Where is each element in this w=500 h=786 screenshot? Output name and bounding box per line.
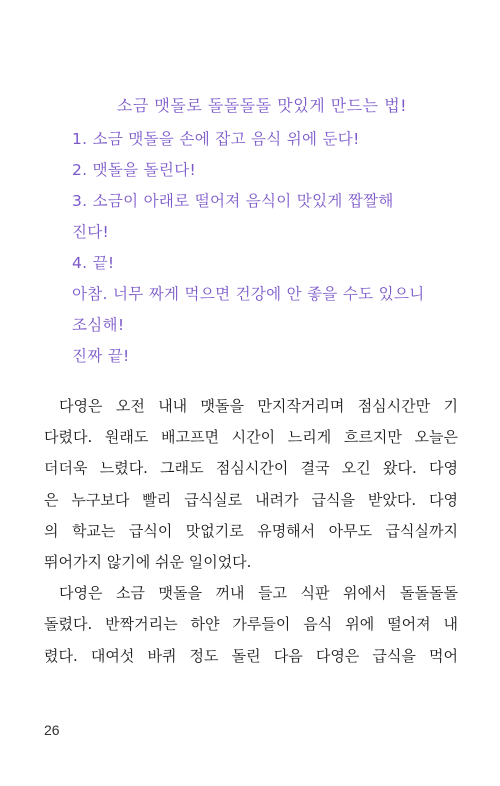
recipe-note-line: 4. 끝! bbox=[72, 254, 115, 272]
text-line: 다영은 소금 맷돌을 꺼내 들고 식판 위에서 돌돌돌돌 bbox=[59, 584, 458, 603]
text-line: 의 학교는 급식이 맛없기로 유명해서 아무도 급식실까지 bbox=[44, 521, 458, 540]
text-line: 다영은 오전 내내 맷돌을 만지작거리며 점심시간만 기 bbox=[59, 397, 458, 415]
recipe-note-line: 1. 소금 맷돌을 손에 잡고 음식 위에 둔다! bbox=[72, 130, 360, 148]
recipe-note-line: 진다! bbox=[72, 223, 110, 241]
recipe-note-title: 소금 맷돌로 돌돌돌돌 맛있게 만드는 법! bbox=[116, 96, 408, 115]
text-line: 돌렸다. 반짝거리는 하얀 가루들이 음식 위에 떨어져 내 bbox=[44, 615, 458, 634]
text-line: 렸다. 대여섯 바퀴 정도 돌린 다음 다영은 급식을 먹어 bbox=[44, 646, 458, 665]
recipe-note-line: 2. 맷돌을 돌린다! bbox=[72, 161, 196, 179]
page-number: 26 bbox=[44, 722, 60, 738]
recipe-note-line: 조심해! bbox=[72, 316, 125, 334]
text-line: 뛰어가지 않기에 쉬운 일이었다. bbox=[44, 552, 252, 571]
text-line: 더더욱 느렸다. 그래도 점심시간이 결국 오긴 왔다. 다영 bbox=[44, 459, 458, 478]
text-line: 다렸다. 원래도 배고프면 시간이 느리게 흐르지만 오늘은 bbox=[44, 428, 458, 447]
story-text bbox=[44, 391, 458, 672]
recipe-note-line: 3. 소금이 아래로 떨어져 음식이 맛있게 짭짤해 bbox=[72, 192, 394, 210]
text-line: 은 누구보다 빨리 급식실로 내려가 급식을 받았다. 다영 bbox=[44, 490, 458, 509]
recipe-note bbox=[72, 88, 452, 372]
recipe-note-line: 아참. 너무 짜게 먹으면 건강에 안 좋을 수도 있으니 bbox=[72, 285, 425, 303]
recipe-note-line: 진짜 끝! bbox=[72, 347, 130, 365]
paragraph bbox=[44, 578, 458, 672]
paragraph bbox=[44, 391, 458, 578]
